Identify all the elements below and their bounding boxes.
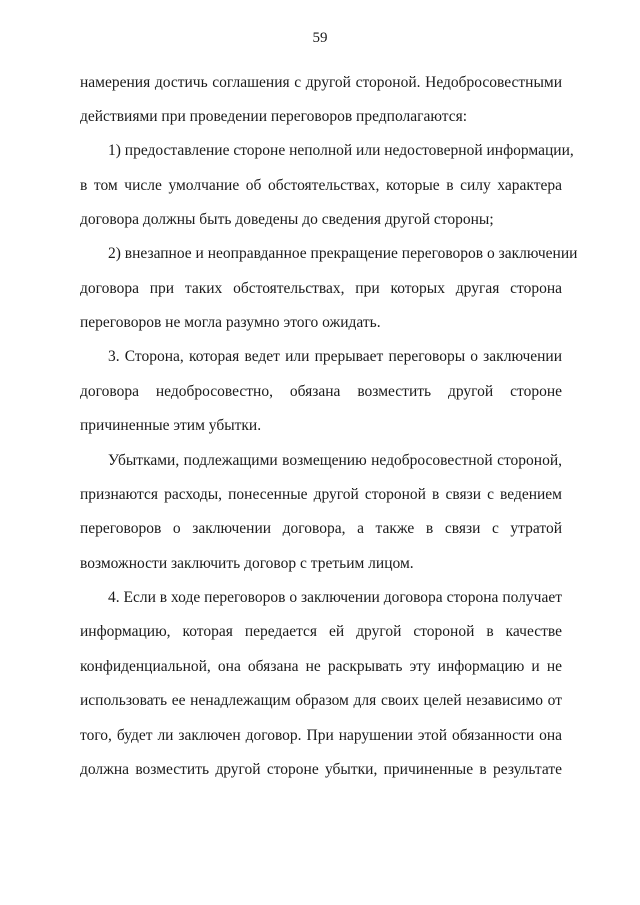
text-line: переговоров о заключении договора, а также в связи с утратой	[80, 520, 562, 537]
text-line: намерения достичь соглашения с другой стороной. Недобросовестными	[80, 74, 562, 91]
text-line: действиями при проведении переговоров предполагаются:	[80, 108, 468, 125]
text-line: Убытками, подлежащими возмещению недобросовестной стороной,	[108, 452, 562, 469]
page-number: 59	[312, 30, 328, 46]
text-line: в том числе умолчание об обстоятельствах, которые в силу характера	[80, 177, 562, 194]
text-line: переговоров не могла разумно этого ожидать.	[80, 314, 381, 331]
text-line: 3. Сторона, которая ведет или прерывает переговоры о заключении	[108, 348, 562, 365]
text-line: 4. Если в ходе переговоров о заключении договора сторона получает	[108, 589, 562, 606]
text-line: должна возместить другой стороне убытки, причиненные в результате	[80, 761, 562, 778]
text-line: договора при таких обстоятельствах, при которых другая сторона	[80, 280, 562, 297]
text-line: договора недобросовестно, обязана возместить другой стороне	[80, 383, 562, 400]
text-line: 1) предоставление стороне неполной или недостоверной информации,	[108, 142, 574, 159]
text-line: причиненные этим убытки.	[80, 417, 262, 434]
text-line: того, будет ли заключен договор. При нарушении этой обязанности она	[80, 727, 562, 744]
text-line: договора должны быть доведены до сведения другой стороны;	[80, 211, 494, 228]
text-line: признаются расходы, понесенные другой стороной в связи с ведением	[80, 486, 562, 503]
text-line: конфиденциальной, она обязана не раскрывать эту информацию и не	[80, 658, 562, 675]
text-line: использовать ее ненадлежащим образом для своих целей независимо от	[80, 692, 562, 709]
text-line: 2) внезапное и неоправданное прекращение переговоров о заключении	[108, 245, 578, 262]
text-line: возможности заключить договор с третьим лицом.	[80, 555, 414, 572]
text-line: информацию, которая передается ей другой стороной в качестве	[80, 623, 562, 640]
